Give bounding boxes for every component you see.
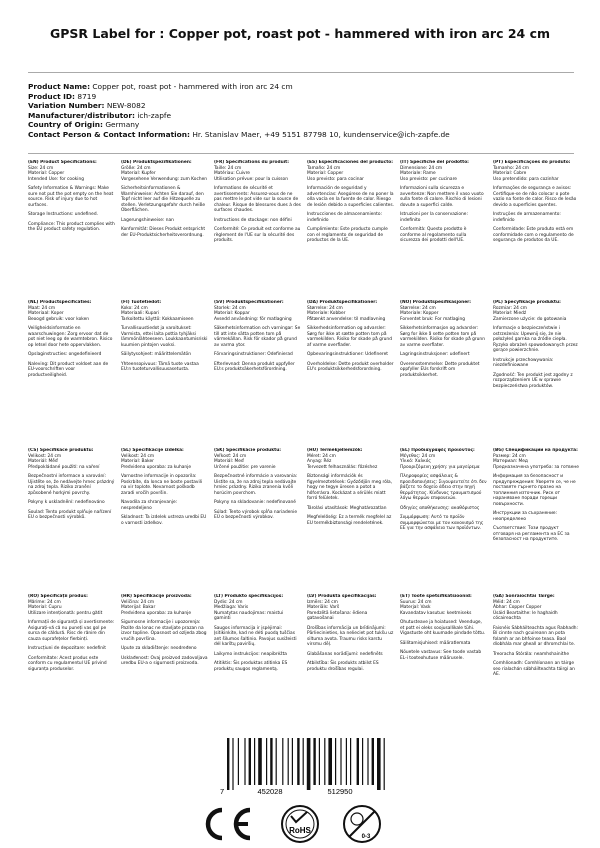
spec-block <box>493 594 580 678</box>
barcode-bar <box>335 738 336 785</box>
divider <box>28 72 574 73</box>
spec-line: Материал: Мед <box>493 459 528 464</box>
meta-row <box>28 130 588 140</box>
spec-line: Určené použitie: pre varenie <box>214 464 276 470</box>
spec-heading: (HR) Specifikacije proizvoda: <box>121 594 192 599</box>
rohs-mark <box>282 806 318 842</box>
spec-line: Materiał: Miedź <box>493 311 527 316</box>
spec-line: Matériau: Cuivre <box>214 171 250 176</box>
spec-line: Storlek: 24 cm <box>214 305 246 311</box>
spec-line: Compliance: This product complies with the EU product safety regulation. <box>28 221 115 232</box>
spec-line: Skladnost: Ta izdelek ustreza uredbi EU o varnosti izdelkov. <box>121 515 207 526</box>
spec-line: Upute za skladištenje: neodređeno <box>121 646 197 651</box>
spec-line: Tamaño: 24 cm <box>307 165 341 171</box>
meta-value: 8719 <box>77 91 97 101</box>
meta-value: Germany <box>105 120 140 130</box>
spec-line: Informații de siguranță și avertismente: Asigurați-vă că nu puneți vas gol pe sursa de căldură. Risc de rănire din cauza suprafețelor fierbinți. <box>28 620 115 642</box>
spec-line: Lagringsinstruksjoner: udefinert <box>400 352 470 357</box>
spec-line: Informations de sécurité et avertissements: Assurez-vous de ne pas mettre le pot vide sur la source de chaleur. Risque de blessures dues à des surfaces chaudes. <box>214 186 301 213</box>
spec-line: Materijal: Bakar <box>121 605 156 610</box>
spec-line: Съответствие: Този продукт отговаря на регламента на ЕС за безопасност на продуктите. <box>493 526 570 542</box>
spec-line: Předpokládané použití: na vaření <box>28 464 100 470</box>
spec-line: Méid: 24 cm <box>493 599 520 605</box>
spec-line: Instruções de armazenamento: indefinido <box>493 212 561 223</box>
barcode <box>215 736 395 796</box>
spec-line: Informazioni sulla sicurezza e avvertenze: Non mettere il vaso vuoto sulla fonte di calore. Rischio di lesioni dovute a superfici calde. <box>400 186 484 208</box>
spec-block <box>400 160 487 244</box>
spec-line: Izmērs: 24 cm <box>307 599 338 605</box>
spec-block <box>493 160 580 244</box>
spec-line: Predviđena uporaba: za kuhanje <box>121 610 192 616</box>
spec-line: Mărime: 24 cm <box>28 599 61 605</box>
spec-line: Instrucțiuni de depozitare: nedefinit <box>28 646 106 651</box>
spec-line: Säkerhetsinformation och varningar: Se till att inte sätta potten tom på värmekällan. Risk för skador på grund av varma ytor. <box>214 326 301 348</box>
meta-row <box>28 111 588 121</box>
spec-heading: (DE) Produktspezifikationen: <box>121 160 192 165</box>
spec-line: Maat: 24 cm <box>28 305 56 311</box>
barcode-bar <box>340 738 341 785</box>
spec-line: Οδηγίες αποθήκευσης: ακαθόριστος <box>400 505 480 511</box>
spec-line: Istruzioni per la conservazione: indefinito <box>400 212 468 223</box>
spec-line: Materjal: Vask <box>400 605 431 610</box>
spec-line: Velikost: 24 cm <box>28 453 62 459</box>
spec-line: Material: Cupru <box>28 605 62 610</box>
spec-line: Conformità: Questo prodotto è conforme al regolamento sulla sicurezza dei prodotti dell'UE. <box>400 227 467 243</box>
meta-value: Hr. Stanislav Maer, +49 5151 87798 10, kundenservice@ich-zapfe.de <box>192 129 450 139</box>
barcode-left-digit: 7 <box>220 787 225 796</box>
spec-block <box>400 448 487 532</box>
spec-line: Material: Copper <box>307 171 344 176</box>
spec-block <box>28 594 115 672</box>
barcode-bar <box>282 738 283 785</box>
spec-line: Overholdelse: Dette produkt overholder EU's produktsikkerhedsforordning. <box>307 361 394 372</box>
spec-block <box>307 594 394 672</box>
barcode-bar <box>350 738 351 785</box>
spec-line: Информация за безопасност и предупреждения: Уверете се, че не поставяте гърнето празно на топлинния източник. Риск от нараняване поради горещи повърхности. <box>493 474 576 507</box>
barcode-bar <box>227 738 229 790</box>
spec-heading: (FR) Spécifications du produit: <box>214 160 289 165</box>
spec-line: Suurus: 24 cm <box>400 599 432 605</box>
spec-line: Sicherheitsinformationen & Warnhinweise: Achten Sie darauf, den Topf nicht leer auf die Hitzequelle zu stellen. Verletzungsgefahr durch heiße Oberflächen. <box>121 186 206 213</box>
spec-block <box>28 300 115 378</box>
meta-key: Manufacturer/distributor: <box>28 110 135 120</box>
spec-line: Utilisation prévue: pour la cuisson <box>214 176 288 182</box>
barcode-bar <box>319 738 320 785</box>
spec-line: Soulad: Tento produkt splňuje nařízení EU o bezpečnosti výrobků. <box>28 509 112 520</box>
spec-line: Συμμόρφωση: Αυτό το προϊόν συμμορφώνεται με τον κανονισμό της ΕΕ για την ασφάλεια των προϊόντων. <box>400 515 484 531</box>
barcode-bar <box>377 738 381 790</box>
spec-line: Rozmiar: 24 cm <box>493 305 527 311</box>
meta-row <box>28 82 588 92</box>
spec-line: Veiligheidsinformatie en waarschuwingen: Zorg ervoor dat de pot niet leeg op de warmtebron. Risico op letsel door hete oppervlakken. <box>28 326 113 348</box>
spec-line: Faisnéis Sábháilteachta agus Rabhadh: Bí cinnte nach gcuireann an pota folamh ar an bhfoinse teasa. Baol díobhála mar gheall ar dhromchlaí te. <box>493 625 578 647</box>
barcode-bar <box>384 738 385 790</box>
rohs-label: RoHS <box>289 826 311 835</box>
spec-line: Súlad: Tento výrobok spĺňa nariadenie EÚ o bezpečnosti výrobkov. <box>214 509 298 520</box>
spec-line: Atbilstība: Šis produkts atbilst ES produktu drošības regulai. <box>307 661 379 672</box>
spec-line: Numatytas naudojimas: maistui gaminti <box>214 610 284 621</box>
barcode-bar <box>270 738 272 785</box>
spec-line: Velikost: 24 cm <box>121 453 155 459</box>
spec-line: Инструкции за съхранение: неопределено <box>493 511 558 522</box>
barcode-bar <box>357 738 359 785</box>
spec-line: Påtænkt anvendelse: til madlavning <box>307 316 386 322</box>
spec-block <box>307 160 394 244</box>
spec-block <box>214 448 301 521</box>
spec-line: Material: Kupfer <box>121 171 156 176</box>
spec-heading: (SL) Specifikacije izdelka: <box>121 448 184 453</box>
barcode-bar <box>258 738 262 785</box>
meta-key: Country of Origin: <box>28 120 103 130</box>
barcode-bar <box>276 738 277 785</box>
spec-line: Dimensione: 24 cm <box>400 165 443 171</box>
spec-line: Bezpečnostné informácie a varovania: Uistite sa, že na zdroj tepla nedávajte hrniec prázdny. Riziko zranenia kvôli horúcim povrchom. <box>214 474 298 496</box>
spec-line: Avsedd användning: för matlagning <box>214 316 292 322</box>
spec-line: Material: Cobre <box>493 171 527 176</box>
spec-heading: (EL) Προδιαγραφές προϊόντος: <box>400 448 475 453</box>
spec-line: Usklađenost: Ovaj proizvod zadovoljava uredbu EU-a o sigurnosti proizvoda. <box>121 655 208 666</box>
meta-key: Contact Person & Contact Information: <box>28 129 190 139</box>
spec-line: Laikymo instrukcijos: neapibrėžta <box>214 651 287 657</box>
spec-block <box>121 160 208 238</box>
spec-line: Predvidena uporaba: za kuhanje <box>121 464 192 470</box>
spec-line: Zamierzone użycie: do gotowania <box>493 316 567 322</box>
age-label: 0-3 <box>361 834 371 840</box>
spec-heading: (PL) Specyfikacje produktu: <box>493 300 561 305</box>
spec-line: Varnostne informacije in opozorila: Poskrbite, da lonca ne boste postavili na vir toplote. Nevarnost poškodb zaradi vročih površin. <box>121 474 203 496</box>
spec-block <box>214 160 301 244</box>
spec-line: Conformidade: Este produto está em conformidade com o regulamento de segurança de produtos da UE. <box>493 227 574 243</box>
barcode-bar <box>297 738 299 785</box>
spec-heading: (RO) Specificații produs: <box>28 594 88 599</box>
spec-heading: (GA) Sonraíochtaí Táirge: <box>493 594 555 599</box>
spec-block <box>121 300 208 373</box>
spec-line: Instructions de stockage: non défini <box>214 217 292 223</box>
spec-heading: (SK) Špecifikácie produktu: <box>214 448 282 453</box>
spec-line: Materiál: Meď <box>214 459 244 464</box>
spec-line: Conformité: Ce produit est conforme au règlement de l'UE sur la sécurité des produits. <box>214 227 301 243</box>
spec-line: Información de seguridad y advertencias: Asegúrese de no poner la olla vacía en la fuente de calor. Riesgo de lesión debido a superficies calientes. <box>307 186 394 208</box>
spec-line: Material: Copper <box>28 171 65 176</box>
spec-line: Størrelse: 24 cm <box>400 305 436 311</box>
barcode-bar <box>292 738 293 785</box>
meta-key: Product ID: <box>28 91 76 101</box>
spec-heading: (NO) Produktspesifikasjoner: <box>400 300 472 305</box>
spec-line: Materiāls: Varš <box>307 605 340 610</box>
spec-line: Glabāšanas norādījumi: nedefinēts <box>307 651 383 657</box>
spec-line: Lagerungshinweise: nan <box>121 217 174 223</box>
barcode-bar <box>303 738 304 785</box>
spec-line: Medžiaga: Varis <box>214 605 249 610</box>
spec-line: Sikkerhedsinformation og advarsler: Sørg for ikke at sætte potten tom på varmekilden. Risiko for skade på grund af varme overflader. <box>307 326 392 348</box>
spec-line: Overensstemmelse: Dette produktet oppfyller EUs forskrift om produktsikkerhet. <box>400 361 480 378</box>
spec-heading: (EN) Product Specifications: <box>28 160 97 165</box>
meta-value: Copper pot, roast pot - hammered with iron arc 24 cm <box>92 82 293 91</box>
spec-line: Material: Baker <box>121 459 154 464</box>
barcode-bar <box>266 738 267 785</box>
spec-line: Úsáid Beartaithe: le haghaidh cócaireachta <box>493 610 558 621</box>
spec-block <box>214 300 301 373</box>
spec-heading: (ET) Toote spetsifikatsioonid: <box>400 594 472 599</box>
spec-line: Pokyny na skladovanie: nedefinované <box>214 500 296 505</box>
spec-line: Πληροφορίες ασφάλειας & προειδοποιήσεις: Σιγουρευτείτε ότι δεν βάζετε το δοχείο άδειο στην πηγή θερμότητας. Κίνδυνος τραυματισμού λόγω θερμών επιφανειών. <box>400 474 487 501</box>
spec-line: Materiale: Kobber <box>307 311 346 316</box>
spec-heading: (CS) Specifikace produktu: <box>28 448 94 453</box>
divider <box>28 153 574 154</box>
spec-line: Treoracha Stórála: neamhshainithe <box>493 651 569 657</box>
barcode-bar <box>346 738 347 785</box>
spec-line: Informações de segurança e avisos: Certifique-se de não colocar o pote vazio na fonte de calor. Risco de lesão devido a superfícies quentes. <box>493 186 577 208</box>
spec-line: Cumplimiento: Este producto cumple con el reglamento de seguridad de productos de la UE. <box>307 227 388 243</box>
certification-logos <box>0 800 600 848</box>
spec-block <box>493 448 580 543</box>
barcode-bar <box>244 738 245 785</box>
spec-line: Sigurnosne informacije i upozorenja: Pazite da lonac ne stavljate prazan na izvor topline. Opasnost od ozljeda zbog vrućih površina. <box>121 620 207 642</box>
page-title: GPSR Label for : Copper pot, roast pot - hammered with iron arc 24 cm <box>49 26 551 41</box>
spec-line: Kavandatav kasutus: keetmiseks <box>400 610 472 616</box>
spec-heading: (PT) Especificações do produto: <box>493 160 571 165</box>
spec-line: Säilytysohjeet: määrittelemätön <box>121 352 191 357</box>
spec-line: Tárolási utasítások: Meghatározatlan <box>307 505 387 511</box>
spec-line: Materiaali: Kupari <box>121 311 160 316</box>
spec-line: Opslaginstructies: ongedefinieerd <box>28 352 102 357</box>
barcode-bar <box>362 738 363 785</box>
spec-line: Instrukcje przechowywania: niezdefiniowane <box>493 357 554 368</box>
spec-line: Comhlíonadh: Comhlíonann an táirge seo rialachán sábháilteachta táirgí an AE. <box>493 661 575 677</box>
age-warning-icon <box>344 806 380 842</box>
barcode-bar <box>249 738 251 785</box>
spec-block <box>121 448 208 526</box>
spec-line: Konformität: Dieses Produkt entspricht der EU-Produktsicherheitsverordnung. <box>121 227 206 238</box>
spec-line: Drošības informācija un brīdinājumi: Pārliecinieties, ka nelieciet pot tukšu uz siltuma avota. Traumu risks karstu virsmu dēļ. <box>307 625 394 647</box>
spec-line: Säilitamisjuhised: määratlemata <box>400 640 471 646</box>
spec-heading: (FI) Tuotetiedot: <box>121 300 162 305</box>
spec-line: Dydis: 24 cm <box>214 599 243 605</box>
spec-line: Uso previsto: para cocinar <box>307 176 364 182</box>
spec-line: Tamanho: 24 cm <box>493 165 530 171</box>
spec-line: Uso pretendido: para cozinhar <box>493 176 559 182</box>
spec-line: Størrelse: 24 cm <box>307 305 343 311</box>
spec-heading: (LT) Produkto specifikacijos: <box>214 594 284 599</box>
spec-line: Size: 24 cm <box>28 165 54 171</box>
spec-heading: (NL) Productspecificaties: <box>28 300 92 305</box>
spec-line: Turvallisuustiedot ja varoitukset: Varmista, ettei laita pottia tyhjäksi lämmönlähteeseen. Loukkaantumisriski kuumien pintojen vuoksi. <box>121 326 208 348</box>
spec-line: Pokyny k uskladnění: nedefinováno <box>28 500 105 505</box>
barcode-bar <box>372 738 374 785</box>
product-meta <box>28 82 588 140</box>
spec-line: Tervezett felhasználás: főzéshez <box>307 464 378 470</box>
spec-line: Размер: 24 cm <box>493 453 526 459</box>
spec-line: Forventet bruk: For matlaging <box>400 316 466 322</box>
spec-line: Veličina: 24 cm <box>121 599 155 605</box>
meta-row <box>28 101 588 111</box>
spec-block <box>28 160 115 233</box>
spec-line: Méret: 24 cm <box>307 453 336 459</box>
spec-line: Conformitate: Acest produs este conform cu regulamentul UE privind siguranța produselor. <box>28 655 107 672</box>
barcode-bar <box>328 738 332 785</box>
spec-line: Atitiktis: Šis produktas atitinka ES produktų saugos reglamentą. <box>214 661 288 672</box>
spec-line: Beoogd gebruik: voor koken <box>28 316 90 322</box>
spec-line: Instrucciones de almacenamiento: indefinido <box>307 212 382 223</box>
spec-block <box>28 448 115 521</box>
spec-line: Zgodność: Ten produkt jest zgodny z rozporządzeniem UE w sprawie bezpieczeństwa produktów. <box>493 372 573 389</box>
spec-heading: (SV) Produktspecifikationer: <box>214 300 284 305</box>
spec-line: Förvaringsinstruktioner: Odefinierad <box>214 352 293 357</box>
spec-line: Materiale: Rame <box>400 171 436 176</box>
spec-heading: (DA) Produktspecifikationer: <box>307 300 378 305</box>
spec-line: Vorgesehene Verwendung: zum Kochen <box>121 176 208 182</box>
spec-line: Materiál: Měď <box>28 459 58 464</box>
spec-line: Yhteensopivuus: Tämä tuote vastaa EU:n tuoteturvallisuusasetusta. <box>121 361 199 372</box>
meta-row <box>28 120 588 130</box>
barcode-bar <box>238 738 239 785</box>
spec-line: Saugos informacija ir įspėjimai: Įsitikinkite, kad ne dėti puodą tuščias ant šilumos šaltinio. Pavojus susižeisti dėl karštų paviršių. <box>214 625 297 647</box>
spec-line: Material: Koppar <box>214 311 250 316</box>
spec-line: Utilizare intenționată: pentru gătit <box>28 610 103 616</box>
meta-key: Product Name: <box>28 82 91 91</box>
spec-line: Intended Use: for cooking <box>28 176 84 182</box>
spec-line: Materiale: Kopper <box>400 311 439 316</box>
meta-key: Variation Number: <box>28 101 105 111</box>
spec-line: Safety Information & Warnings: Make sure not put the pot empty on the heat source. Risk of injury due to hot surfaces. <box>28 186 114 208</box>
spec-line: Paredzētā lietošana: ēdiena gatavošanai <box>307 610 368 621</box>
barcode-bar <box>324 738 325 785</box>
ce-mark <box>208 810 250 838</box>
barcode-bar <box>232 738 233 790</box>
spec-line: Μέγεθος: 24 cm <box>400 453 436 459</box>
spec-block <box>307 300 394 373</box>
spec-block <box>307 448 394 526</box>
spec-heading: (ES) Especificaciones del producto: <box>307 160 394 165</box>
spec-line: Bezpečnostní informace a varování: Ujistěte se, že nedávejte hrnec prázdný na zdroj tepla. Riziko zranění způsobené horkými povrchy. <box>28 474 115 496</box>
spec-line: Предназначена употреба: за готвене <box>493 464 579 470</box>
spec-line: Υλικό: Χαλκός <box>400 459 431 464</box>
spec-heading: (BG) Спецификации на продукта: <box>493 448 578 453</box>
spec-line: Taille: 24 cm <box>214 165 242 171</box>
barcode-bar <box>313 738 315 785</box>
spec-heading: (IT) Specifiche del prodotto: <box>400 160 469 165</box>
spec-line: Ábhar: Copper Copper <box>493 605 542 610</box>
barcode-right-digits: 512950 <box>327 787 353 796</box>
spec-line: Größe: 24 cm <box>121 165 151 171</box>
barcode-bar <box>254 738 255 785</box>
spec-line: Προοριζόμενη χρήση: για μαγείρεμα <box>400 464 480 470</box>
spec-line: Tarkoitettu käyttö: Kokkaamiseen <box>121 316 194 322</box>
barcode-bar <box>288 738 289 785</box>
spec-line: Storage Instructions: undefined. <box>28 212 98 217</box>
spec-line: Efterlevnad: Denna produkt uppfyller EU:s produktsäkerhetsförordning. <box>214 361 295 372</box>
spec-heading: (HU) Termékjellemzők: <box>307 448 363 453</box>
spec-block <box>493 300 580 389</box>
spec-line: Anyag: Réz <box>307 459 332 464</box>
spec-line: Koko: 24 cm <box>121 305 148 311</box>
spec-heading: (LV) Produkta specifikācijas: <box>307 594 377 599</box>
spec-line: Materiaal: Koper <box>28 311 64 316</box>
spec-block <box>121 594 208 667</box>
spec-block <box>400 594 487 661</box>
meta-value: ich-zapfe <box>137 110 172 120</box>
spec-line: Opbevaringsinstruktioner: Udefineret <box>307 352 388 357</box>
spec-line: Megfelelőség: Ez a termék megfelel az EU termékbiztonsági rendeletének. <box>307 515 392 526</box>
spec-line: Navodila za shranjevanje: nespredeljeno <box>121 500 178 511</box>
barcode-mid-digits: 452028 <box>257 787 283 796</box>
spec-line: Informacje o bezpieczeństwie i ostrzeżenia: Upewnij się, że nie położyłeś garnka na źródle ciepła. Ryzyko obrażeń spowodowanych przez gorące powierzchnie. <box>493 326 578 353</box>
spec-line: Uso previsto: per cucinare <box>400 176 457 182</box>
spec-line: Nõuetele vastavus: See toode vastab EL-i tooteohutuse määrusele. <box>400 650 482 661</box>
spec-block <box>214 594 301 672</box>
spec-line: Biztonsági információk és figyelmeztetések: Győződjön meg róla, hogy ne tegye üresen a potot a hőforrásra. Kockázat a sérülés miatt forró felületek. <box>307 474 393 501</box>
meta-value: NEW-8082 <box>106 101 146 111</box>
spec-line: Naleving: Dit product voldoet aan de EU-voorschriften voor productveiligheid. <box>28 361 109 378</box>
spec-block <box>400 300 487 378</box>
barcode-bar <box>367 738 368 785</box>
spec-line: Sikkerhetsinformasjon og advarsler: Sørg for ikke å sette potten tom på varmekilden. Risiko for skade på grunn av varme overflater. <box>400 326 485 348</box>
spec-line: Ohutusteave ja hoiatused: Veenduge, et pott ei oleks soojusallikale tühi. Vigastuste oht kuumade pindade tõttu. <box>400 620 486 636</box>
meta-row <box>28 92 588 102</box>
barcode-bar <box>307 738 311 790</box>
spec-line: Veľkosť: 24 cm <box>214 453 247 459</box>
